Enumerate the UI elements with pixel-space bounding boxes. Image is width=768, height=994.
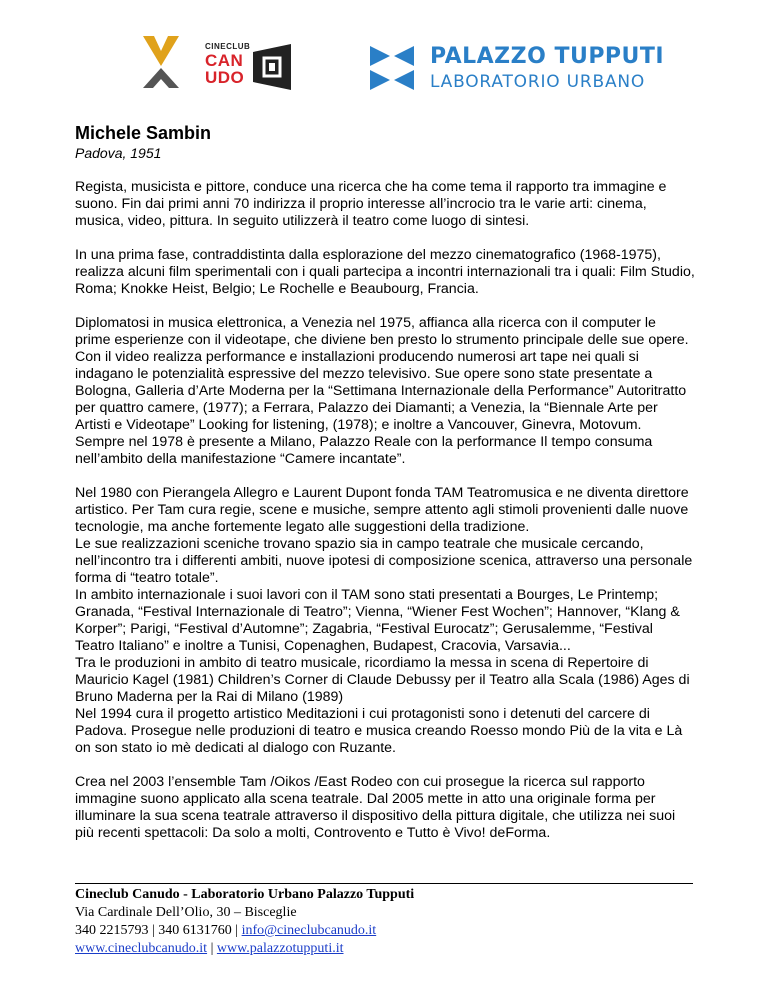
article (75, 122, 695, 842)
paragraph-tam-international: In ambito internazionale i suoi lavori con il TAM sono stati presentati a Bourges, Le Printemp; Granada, “Festival Internazionale di Teatro”; Vienna, “Wiener Fest Wochen”; Hannover, “Klang & Korper”; Parigi, “Festival d’Automne”; Zagabria, “Festival Eurocatz”; Gerusalemme, “Festival Teatro Italiano” e inoltre a Tunisi, Copenaghen, Budapest, Cracovia, Varsavia... (75, 587, 680, 654)
canudo-logo-text: CAN UDO (205, 51, 245, 87)
paragraph-intro: Regista, musicista e pittore, conduce una ricerca che ha come tema il rapporto tra immagine e suono. Fin dai primi anni 70 indirizza il proprio interesse all’incrocio tra le varie arti: cinema, musica, video, pittura. In seguito utilizzerà il teatro come luogo di sintesi. (75, 179, 667, 229)
footer-phones: 340 2215793 | 340 6131760 | (75, 923, 242, 938)
page-header (0, 0, 768, 110)
footer-separator: | (207, 941, 217, 956)
palazzo-tupputi-logo-icon (370, 46, 414, 90)
paragraph-tam-productions: Tra le produzioni in ambito di teatro musicale, ricordiamo la messa in scena di Repertoire di Mauricio Kagel (1981) Children’s Corner di Claude Debussy per il Teatro alla Scala (1986) Ages di Bruno Maderna per la Rai di Milano (1989) (75, 655, 690, 705)
canudo-small-label: CINECLUB (205, 42, 251, 51)
paragraph-tam: Nel 1980 con Pierangela Allegro e Laurent Dupont fonda TAM Teatromusica e ne diventa direttore artistico. Per Tam cura regie, scene e musiche, sempre attento agli stimoli provenienti dalle nuove tecnologie, ma anche fortemente legato alle suggestioni della tradizione. (75, 485, 689, 535)
paragraph-tam-meditazioni: Nel 1994 cura il progetto artistico Meditazioni i cui protagonisti sono i detenuti del carcere di Padova. Prosegue nelle produzioni di teatro e musica creando Roesso mondo Più de la vita e Là on son stato io mè dedicati al dialogo con Ruzante. (75, 706, 683, 756)
footer-contacts (75, 922, 693, 940)
palazzo-tupputi-title: PALAZZO TUPPUTI (430, 44, 665, 69)
paragraph-ensemble: Crea nel 2003 l’ensemble Tam /Oikos /East Rodeo con cui prosegue la ricerca sul rapporto immagine suono applicato alla scena teatrale. Dal 2005 mette in atto una originale forma per illuminare la sua scena teatrale attraverso il dispositivo della pittura digitale, che utilizza nei suoi più recenti spettacoli: Da solo a molti, Controvento e Tutto è Vivo! deForma. (75, 774, 676, 841)
palazzo-tupputi-subtitle: LABORATORIO URBANO (430, 72, 646, 92)
paragraph-cinema: In una prima fase, contraddistinta dalla esplorazione del mezzo cinematografico (1968-1975), realizza alcuni film sperimentali con i quali partecipa a incontri internazionali tra i quali: Film Studio, Roma; Knokke Heist, Belgio; Le Rochelle e Beaubourg, Francia. (75, 247, 695, 297)
paragraph-video-works: Con il video realizza performance e installazioni producendo numerosi art tape nei quali si indagano le potenzialità espressive del mezzo televisivo. Sue opere sono state presentate a Bologna, Galleria d’Arte Moderna per la “Settimana Internazionale della Performance” Autoritratto per quattro camere, (1977); a Ferrara, Palazzo dei Diamanti; a Venezia, la “Biennale Arte per Artisti e Videotape” Looking for listening, (1978); e inoltre a Vancouver, Ginevra, Motovum. Sempre nel 1978 è presente a Milano, Palazzo Reale con la performance Il tempo consuma nell’ambito della manifestazione “Camere incantate”. (75, 349, 687, 467)
artist-birthplace: Padova, 1951 (75, 145, 162, 161)
footer-address: Via Cardinale Dell’Olio, 30 – Bisceglie (75, 905, 297, 920)
cineclub-website-link[interactable]: www.cineclubcanudo.it (75, 941, 208, 956)
page-footer (75, 883, 693, 958)
footer-websites (75, 940, 693, 958)
canudo-logo-icon (253, 44, 291, 90)
va-logo-icon (143, 36, 179, 88)
footer-title: Cineclub Canudo - Laboratorio Urbano Palazzo Tupputi (75, 887, 415, 902)
paragraph-video: Diplomatosi in musica elettronica, a Venezia nel 1975, affianca alla ricerca con il computer le prime esperienze con il videotape, che diviene ben presto lo strumento principale delle sue opere. (75, 315, 689, 348)
artist-name: Michele Sambin (75, 123, 212, 143)
paragraph-tam-staging: Le sue realizzazioni sceniche trovano spazio sia in campo teatrale che musicale cercando, nell’incontro tra i differenti ambiti, nuove ipotesi di composizione scenica, attraverso una personale forma di “teatro totale”. (75, 536, 693, 586)
email-link[interactable]: info@cineclubcanudo.it (241, 923, 377, 938)
palazzo-website-link[interactable]: www.palazzotupputi.it (216, 941, 344, 956)
